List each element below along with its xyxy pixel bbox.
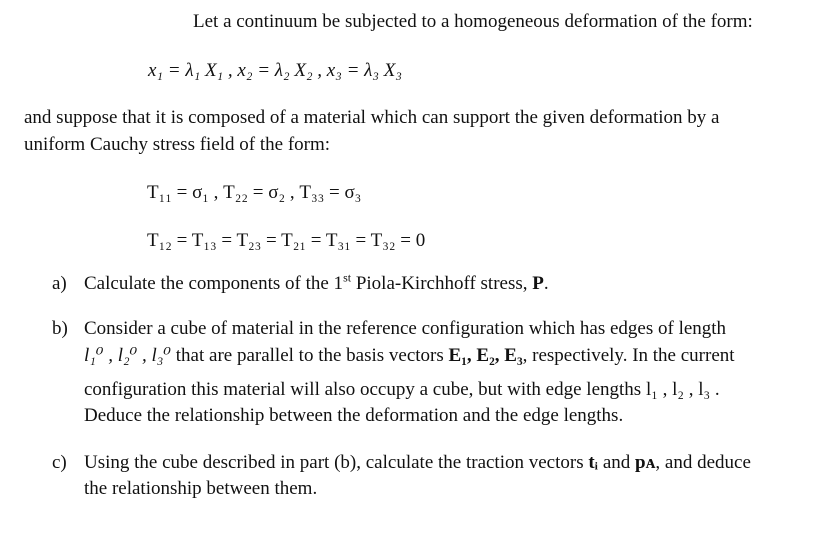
part-c-line-1-end: , and deduce [655,452,751,473]
part-a-end: . [543,273,549,294]
part-a-text-after: Piola-Kirchhoff stress, [351,273,533,294]
part-c-line-2: the relationship between them. [84,478,318,499]
part-b-line-2-text: that are parallel to the basis vectors [171,345,449,366]
part-b-label: b) [52,318,68,339]
paragraph-1-line-1: and suppose that it is composed of a material which can support the given deformation by a [24,107,720,128]
part-c-label: c) [52,452,67,473]
basis-vectors: E₁, E₂, E₃ [448,345,523,366]
part-b-line-4: Deduce the relationship between the deformation and the edge lengths. [84,405,624,426]
deformation-equation: x₁ = λ₁ X₁ , x₂ = λ₂ X₂ , x₃ = λ₃ X₃ [148,60,402,81]
part-b-line-3: configuration this material will also occupy a cube, but with edge lengths l₁ , l₂ , l₃ . [84,379,720,400]
part-a-text [84,271,549,297]
traction-vector-t: tᵢ [588,452,599,473]
reference-edge-lengths: l₁⁰ , l₂⁰ , l₃⁰ [84,345,172,366]
part-a-superscript: st [343,270,352,285]
part-b-line-2-end: , respectively. In the current [522,345,735,366]
paragraph-1-line-2: uniform Cauchy stress field of the form: [24,134,331,155]
part-b-line-2 [84,343,735,369]
piola-kirchhoff-symbol: P [532,273,544,294]
stress-equation-offdiagonal: T₁₂ = T₁₃ = T₂₃ = T₂₁ = T₃₁ = T₃₂ = 0 [147,230,426,251]
traction-vector-p: pᴀ [635,452,656,473]
part-a-text-before: Calculate the components of the 1 [84,273,344,294]
part-c-and: and [598,452,635,473]
part-c-line-1-text: Using the cube described in part (b), calculate the traction vectors [84,452,589,473]
stress-equation-diagonal: T₁₁ = σ₁ , T₂₂ = σ₂ , T₃₃ = σ₃ [147,182,362,203]
intro-text: Let a continuum be subjected to a homogeneous deformation of the form: [193,11,753,32]
part-b-line-1: Consider a cube of material in the reference configuration which has edges of length [84,318,727,339]
part-c-line-1 [84,450,751,476]
part-a-label: a) [52,273,67,294]
